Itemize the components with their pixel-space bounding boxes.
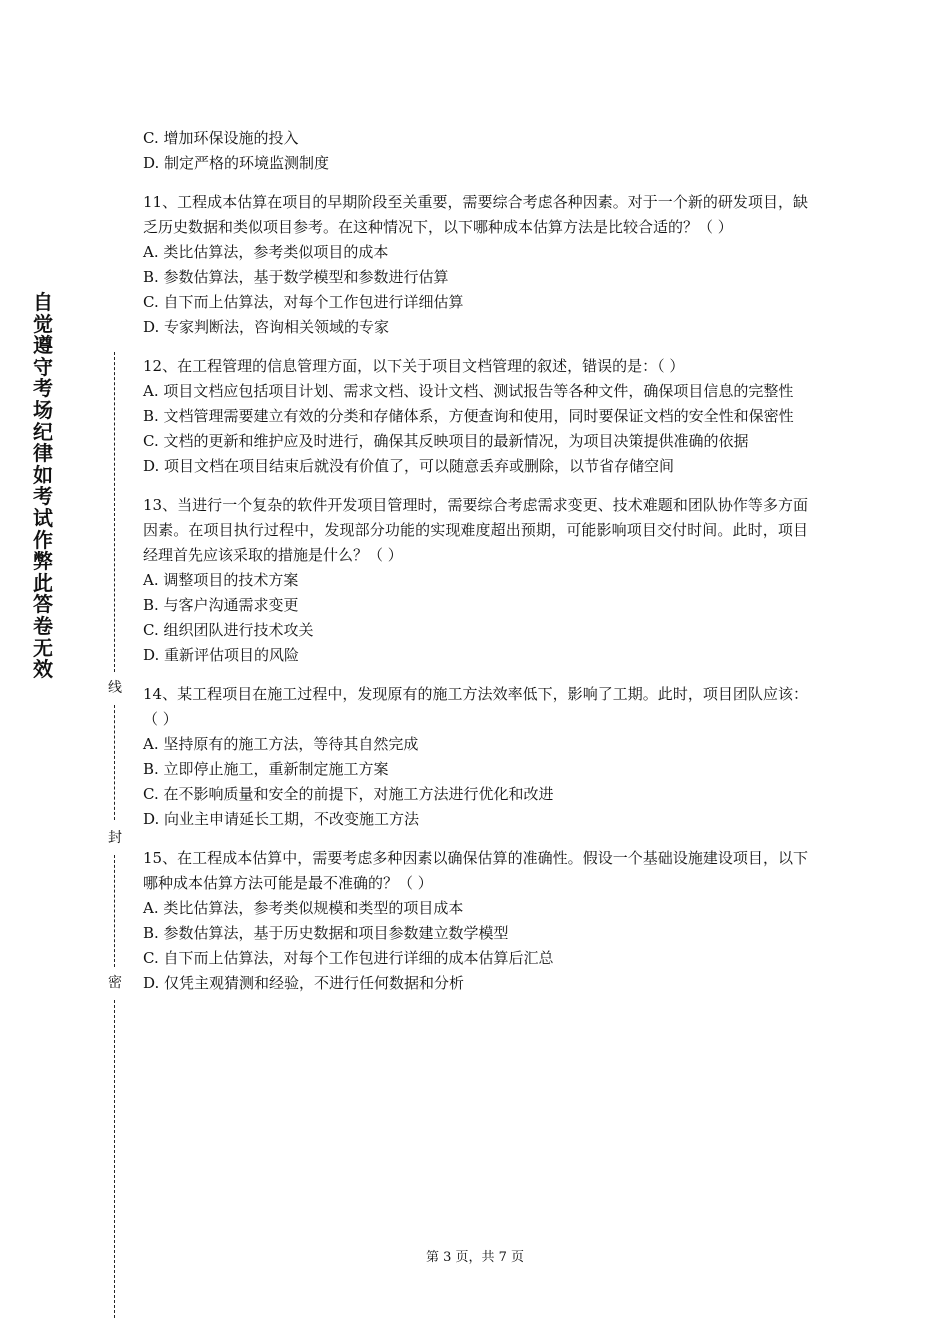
question-13 <box>143 493 808 668</box>
option: A. 类比估算法，参考类似项目的成本 <box>143 243 389 261</box>
option: C. 文档的更新和维护应及时进行，确保其反映项目的最新情况，为项目决策提供准确的依据 <box>143 432 749 450</box>
question-15 <box>143 846 808 996</box>
option: D. 项目文档在项目结束后就没有价值了，可以随意丢弃或删除，以节省存储空间 <box>143 457 675 475</box>
question-stem: 12、在工程管理的信息管理方面，以下关于项目文档管理的叙述，错误的是：（ ） <box>143 357 685 375</box>
question-10-tail <box>143 126 808 176</box>
binding-line-segment <box>114 352 115 672</box>
question-stem: 11、工程成本估算在项目的早期阶段至关重要，需要综合考虑各种因素。对于一个新的研发项目，缺乏历史数据和类似项目参考。在这种情况下，以下哪种成本估算方法是比较合适的？（ ） <box>143 193 808 236</box>
question-stem: 14、某工程项目在施工过程中，发现原有的施工方法效率低下，影响了工期。此时，项目团队应该：（ ） <box>143 685 808 728</box>
option: B. 与客户沟通需求变更 <box>143 596 299 614</box>
question-stem: 15、在工程成本估算中，需要考虑多种因素以确保估算的准确性。假设一个基础设施建设项目，以下哪种成本估算方法可能是最不准确的？（ ） <box>143 849 808 892</box>
seal-char-seal: 封 <box>108 830 122 846</box>
page-number: 第 3 页，共 7 页 <box>425 1250 525 1265</box>
seal-char-secret: 密 <box>108 975 122 991</box>
option: B. 立即停止施工，重新制定施工方案 <box>143 760 389 778</box>
option: A. 调整项目的技术方案 <box>143 571 299 589</box>
question-list <box>143 126 808 996</box>
option: D. 专家判断法，咨询相关领域的专家 <box>143 318 390 336</box>
option: C. 自下而上估算法，对每个工作包进行详细估算 <box>143 293 464 311</box>
option: B. 参数估算法，基于历史数据和项目参数建立数学模型 <box>143 924 509 942</box>
binding-line-segment <box>114 705 115 820</box>
option: B. 文档管理需要建立有效的分类和存储体系，方便查询和使用，同时要保证文档的安全性和保密性 <box>143 407 794 425</box>
exam-discipline-warning: 自觉遵守考场纪律如考试作弊此答卷无效 <box>33 290 53 682</box>
option: D. 重新评估项目的风险 <box>143 646 300 664</box>
option: C. 在不影响质量和安全的前提下，对施工方法进行优化和改进 <box>143 785 554 803</box>
question-stem: 13、当进行一个复杂的软件开发项目管理时，需要综合考虑需求变更、技术难题和团队协作等多方面因素。在项目执行过程中，发现部分功能的实现难度超出预期，可能影响项目交付时间。此时，项目经理首先应该采取的措施是什么？（ ） <box>143 496 808 564</box>
binding-line-segment <box>114 855 115 967</box>
option: A. 坚持原有的施工方法，等待其自然完成 <box>143 735 419 753</box>
question-11 <box>143 190 808 340</box>
option: D. 制定严格的环境监测制度 <box>143 154 330 172</box>
seal-char-line: 线 <box>108 680 122 696</box>
option: B. 参数估算法，基于数学模型和参数进行估算 <box>143 268 449 286</box>
option: A. 项目文档应包括项目计划、需求文档、设计文档、测试报告等各种文件，确保项目信息的完整性 <box>143 382 794 400</box>
option: A. 类比估算法，参考类似规模和类型的项目成本 <box>143 899 464 917</box>
option: D. 向业主申请延长工期，不改变施工方法 <box>143 810 420 828</box>
binding-line-segment <box>114 1000 115 1318</box>
option: C. 组织团队进行技术攻关 <box>143 621 314 639</box>
question-12 <box>143 354 808 479</box>
question-14 <box>143 682 808 832</box>
option: C. 自下而上估算法，对每个工作包进行详细的成本估算后汇总 <box>143 949 554 967</box>
option: C. 增加环保设施的投入 <box>143 129 299 147</box>
option: D. 仅凭主观猜测和经验，不进行任何数据和分析 <box>143 974 465 992</box>
